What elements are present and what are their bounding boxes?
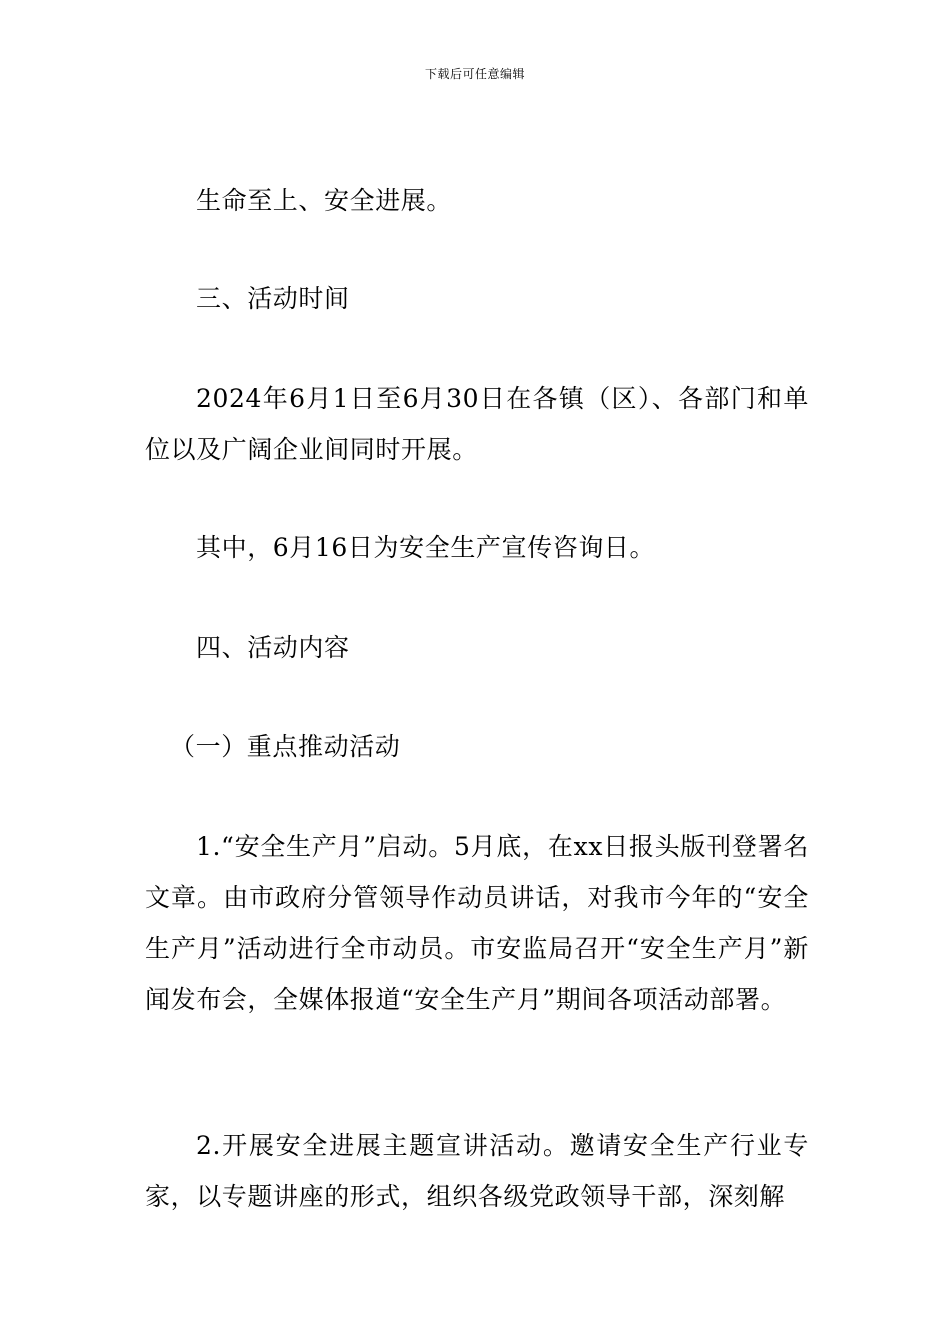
subheading-key-activities: （一）重点推动活动 (170, 732, 401, 761)
heading-activity-time: 三、活动时间 (196, 284, 350, 313)
paragraph-activity-dates: 2024年6月1日至6月30日在各镇（区）、各部门和单位以及广阔企业间同时开展。 (145, 384, 809, 464)
heading-activity-content: 四、活动内容 (196, 633, 350, 662)
paragraph-consult-day: 其中，6月16日为安全生产宣传咨询日。 (196, 533, 656, 562)
page-header: 下载后可任意编辑 (424, 67, 525, 81)
paragraph-motto: 生命至上、安全进展。 (196, 186, 453, 215)
paragraph-item-2: 2.开展安全进展主题宣讲活动。邀请安全生产行业专家，以专题讲座的形式，组织各级党政领导干部，深刻解 (145, 1131, 809, 1211)
paragraph-item-1: 1.“安全生产月”启动。5月底，在xx日报头版刊登署名文章。由市政府分管领导作动员讲话，对我市今年的“安全生产月”活动进行全市动员。市安监局召开“安全生产月”新闻发布会，全媒体报道“安全生产月”期间各项活动部署。 (145, 832, 809, 1014)
